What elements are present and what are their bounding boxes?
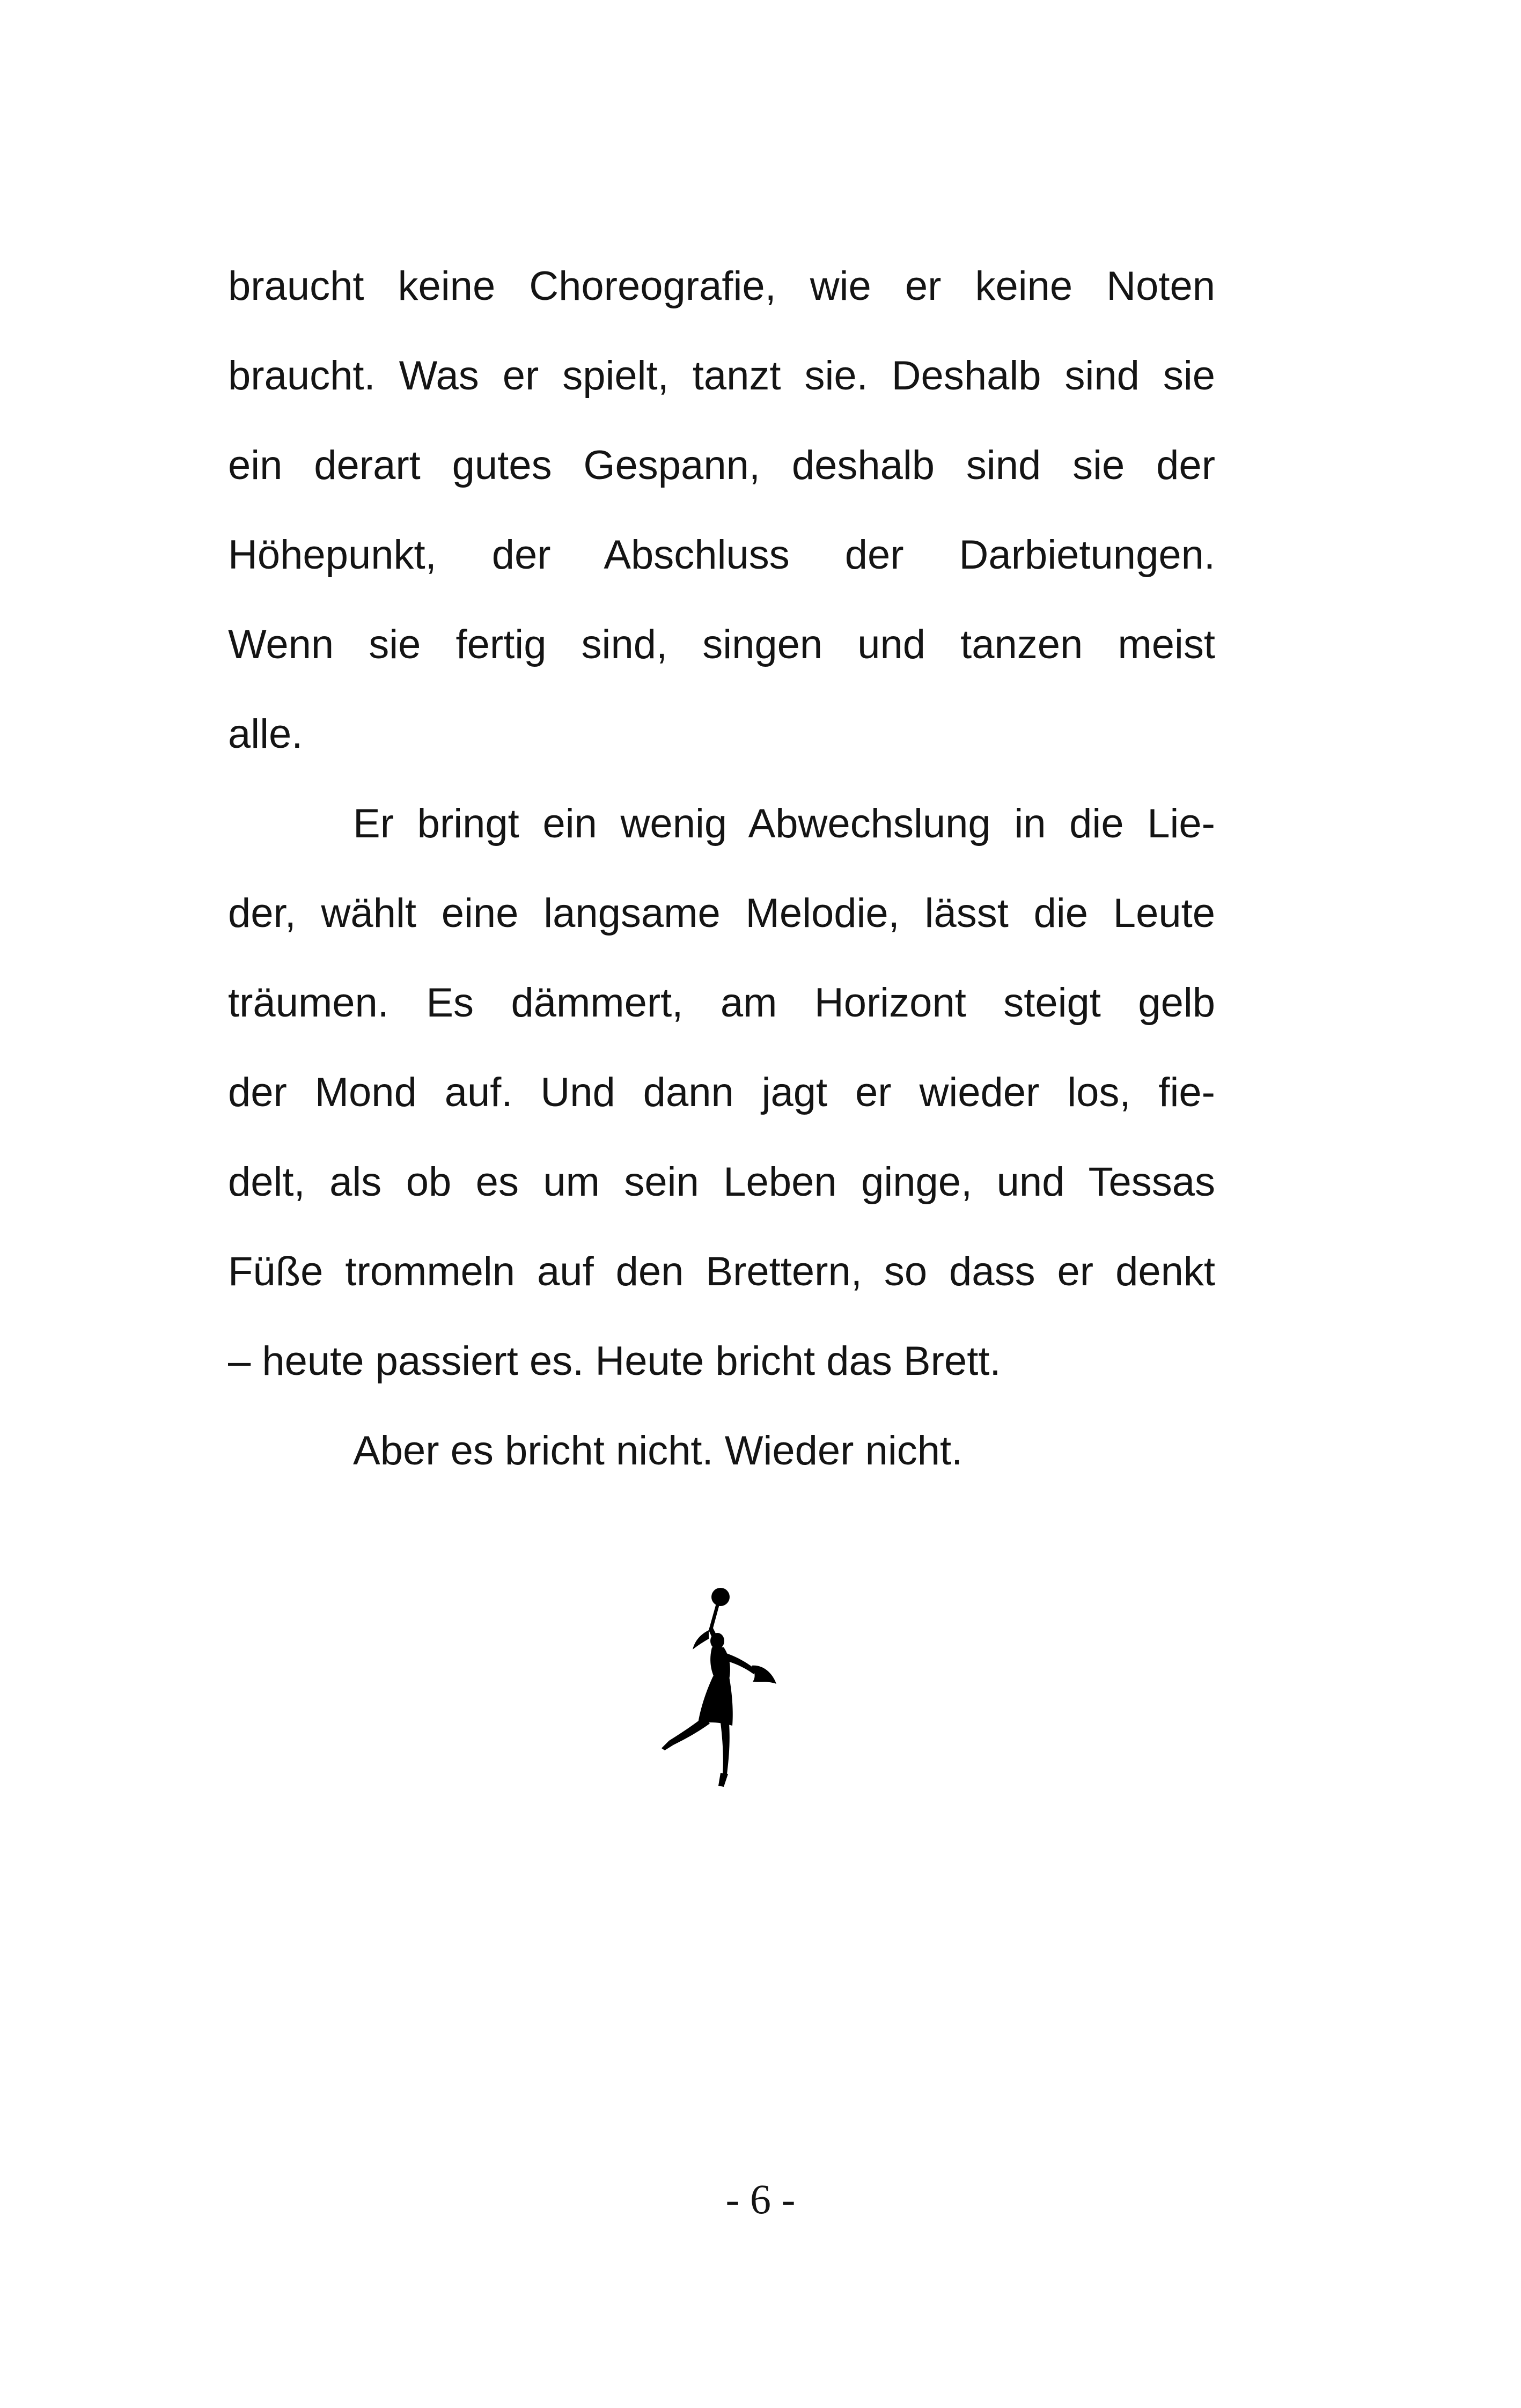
text-line: Füße trommeln auf den Brettern, so dass er denkt: [228, 1249, 1215, 1294]
text-line: der Mond auf. Und dann jagt er wieder los, fie-: [228, 1070, 1215, 1115]
text-line: Höhepunkt, der Abschluss der Darbietungen.: [228, 532, 1215, 578]
text-line: Wenn sie fertig sind, singen und tanzen meist: [228, 622, 1215, 667]
body-text: [228, 241, 1215, 1496]
text-line: ein derart gutes Gespann, deshalb sind sie der: [228, 443, 1215, 488]
text-line: braucht keine Choreografie, wie er keine Noten: [228, 263, 1215, 309]
paragraph-2: [228, 779, 1215, 1406]
text-line: Er bringt ein wenig Abwechslung in die Lie-: [353, 801, 1215, 846]
text-line: der, wählt eine langsame Melodie, lässt die Leute: [228, 890, 1215, 936]
text-line: braucht. Was er spielt, tanzt sie. Deshalb sind sie: [228, 353, 1215, 399]
page-number: - 6 -: [725, 2176, 796, 2222]
text-line: – heute passiert es. Heute bricht das Brett.: [228, 1338, 1001, 1384]
paragraph-3: [228, 1406, 1215, 1496]
dancer-silhouette-icon: [657, 1585, 786, 1794]
text-line: alle.: [228, 711, 303, 757]
paragraph-1: [228, 241, 1215, 779]
text-line: träumen. Es dämmert, am Horizont steigt gelb: [228, 980, 1215, 1026]
text-line: delt, als ob es um sein Leben ginge, und Tessas: [228, 1159, 1215, 1205]
text-line: Aber es bricht nicht. Wieder nicht.: [353, 1428, 963, 1474]
